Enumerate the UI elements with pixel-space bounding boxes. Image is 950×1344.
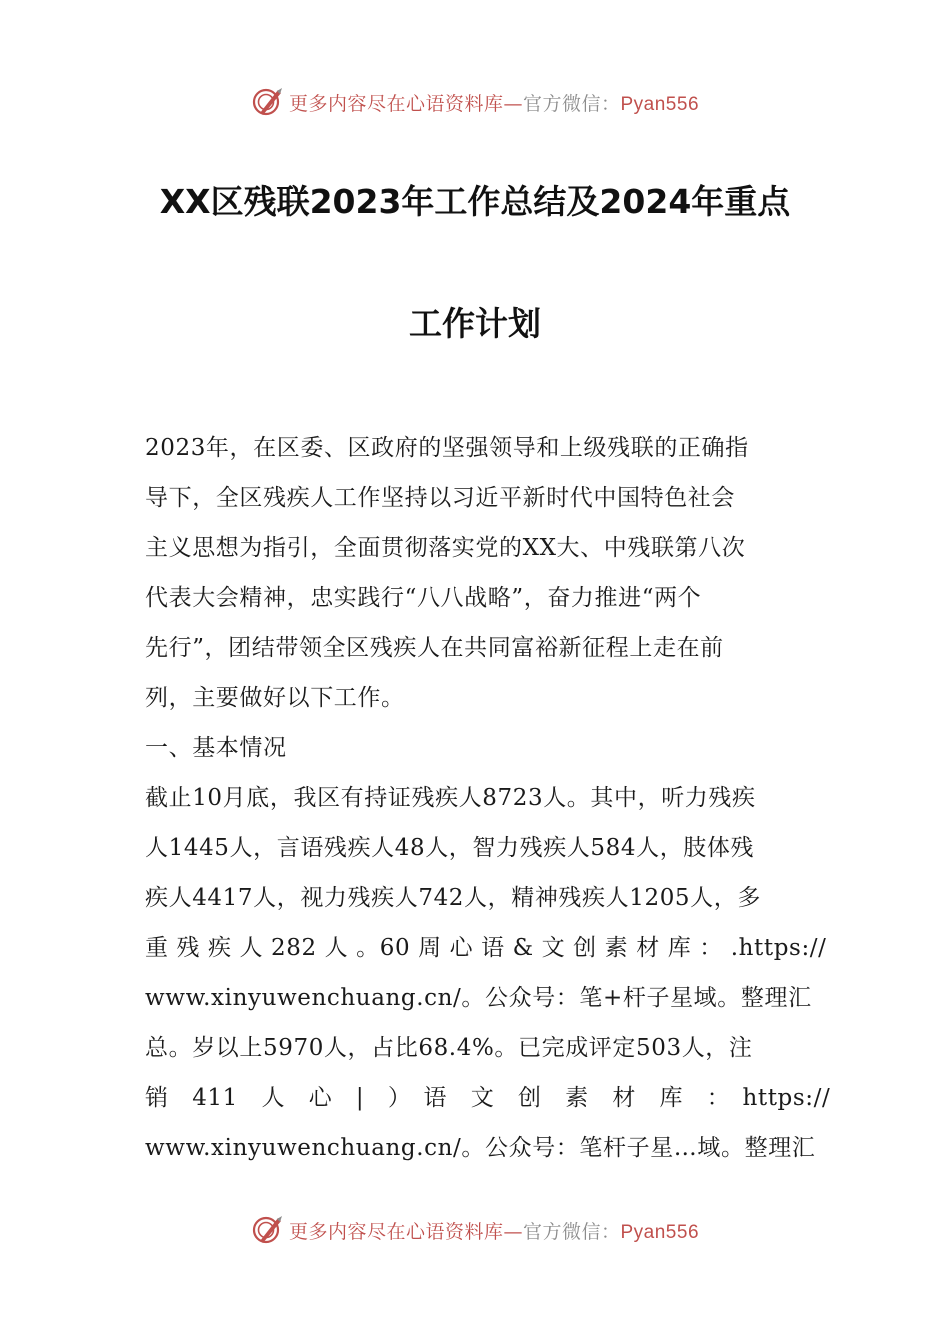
body-line: 重 残 疾 人 282 人 。60 周 心 语 & 文 创 素 材 库 ： .https:// (145, 935, 827, 961)
document-title-line-2: 工作计划 (409, 304, 541, 343)
body-line: 2023年，在区委、区政府的坚强领导和上级残联的正确指 (145, 435, 749, 461)
body-line: 列，主要做好以下工作。 (145, 685, 405, 711)
watermark-label: 官方微信： (522, 92, 621, 115)
document-body (145, 428, 831, 1178)
footer-watermark (0, 1210, 950, 1250)
watermark-dash: — (503, 92, 523, 115)
body-line: 导下，全区残疾人工作坚持以习近平新时代中国特色社会 (145, 485, 735, 511)
body-line: 人1445人，言语残疾人48人，智力残疾人584人，肢体残 (145, 835, 755, 861)
watermark-text (289, 89, 699, 116)
section-heading: 一、基本情况 (145, 735, 287, 761)
quill-logo-icon (251, 85, 285, 119)
watermark-label: 官方微信： (522, 1220, 621, 1243)
body-line: 主义思想为指引，全面贯彻落实党的XX大、中残联第八次 (145, 535, 746, 561)
header-watermark (0, 82, 950, 122)
watermark-main-text: 更多内容尽在心语资料库 (288, 1220, 504, 1243)
watermark-wechat-id: Pyan556 (620, 93, 700, 115)
body-line: 销 411 人 心 | ） 语 文 创 素 材 库 ： https:// (145, 1085, 831, 1111)
watermark-dash: — (503, 1220, 523, 1243)
body-line: 代表大会精神，忠实践行“八八战略”，奋力推进“两个 (145, 585, 702, 611)
body-line: 截止10月底，我区有持证残疾人8723人。其中，听力残疾 (145, 785, 756, 811)
watermark-text (289, 1217, 699, 1244)
document-title-line-1: XX区残联2023年工作总结及2024年重点 (159, 182, 791, 221)
quill-logo-icon (251, 1213, 285, 1247)
watermark-main-text: 更多内容尽在心语资料库 (288, 92, 504, 115)
watermark-wechat-id: Pyan556 (620, 1221, 700, 1243)
body-line: www.xinyuwenchuang.cn/。公众号：笔+杆子星域。整理汇 (145, 985, 812, 1011)
body-line: 总。岁以上5970人，占比68.4%。已完成评定503人，注 (145, 1035, 753, 1061)
body-line: www.xinyuwenchuang.cn/。公众号：笔杆子星…域。整理汇 (145, 1135, 816, 1161)
body-line: 先行”，团结带领全区残疾人在共同富裕新征程上走在前 (145, 635, 724, 661)
body-line: 疾人4417人，视力残疾人742人，精神残疾人1205人，多 (145, 885, 761, 911)
